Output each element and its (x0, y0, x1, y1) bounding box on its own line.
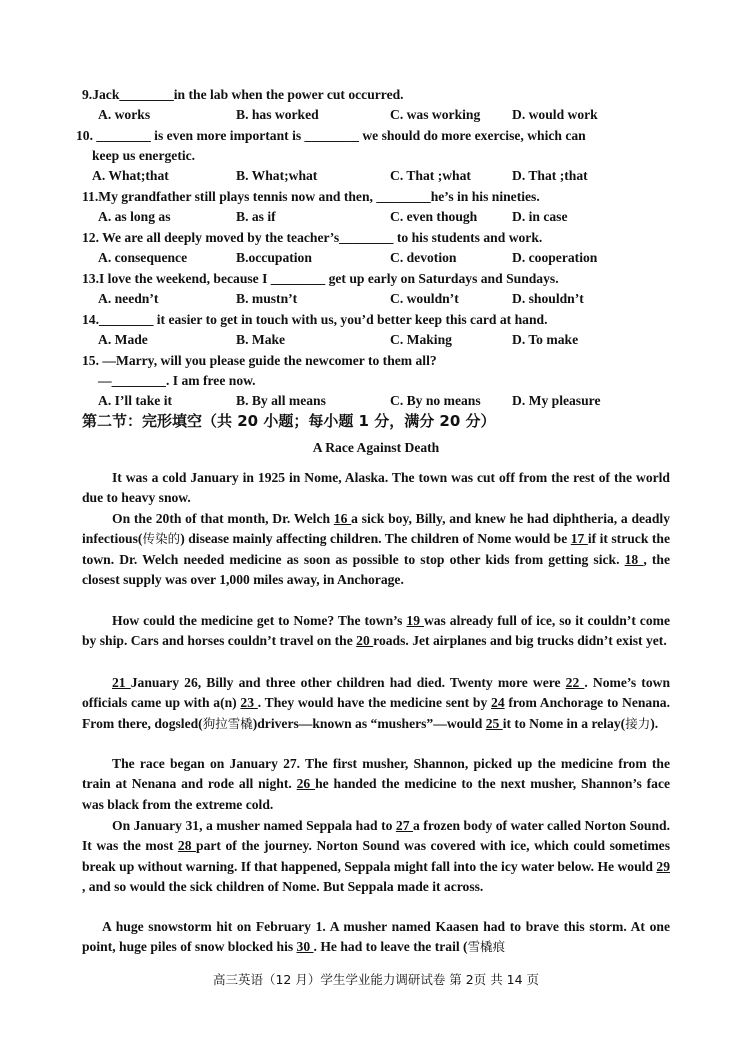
chinese-gloss: 狗拉雪橇 (202, 715, 253, 731)
option-a: A. needn’t (98, 291, 159, 306)
paragraph-text: . Nome’s town officials came up with a(n) (82, 675, 670, 711)
chinese-gloss: 传染的 (142, 531, 181, 547)
paragraph-text: a frozen body of water called Norton Sound. It was the most (82, 818, 670, 854)
blank-23: 23 (240, 695, 258, 711)
blank-27: 27 (395, 818, 414, 833)
paragraph-text: The race began on January 27. The first musher, Shannon, picked up the medicine from the train at Nenana and rode all night. (82, 756, 670, 792)
option-d: D. cooperation (512, 250, 598, 265)
option-c: C. even though (390, 209, 478, 224)
option-c: C. wouldn’t (390, 291, 459, 306)
chinese-gloss: 接力 (625, 715, 651, 731)
option-a: A. as long as (98, 209, 171, 224)
paragraph-text: from Anchorage to Nenana. From there, dogsled( (82, 695, 670, 731)
option-b: B.occupation (236, 250, 312, 265)
question-stem: 11.My grandfather still plays tennis now and then, ________he’s in his nineties. (82, 189, 540, 204)
blank-17: 17 (570, 531, 588, 547)
option-d: D. My pleasure (512, 393, 601, 408)
question-stem: 13.I love the weekend, because I ________ get up early on Saturdays and Sundays. (82, 271, 559, 286)
option-c: C. By no means (390, 393, 481, 408)
question-stem: 10. ________ is even more important is ________ we should do more exercise, which can (76, 128, 586, 143)
paragraph-7 (82, 917, 670, 958)
option-b: B. has worked (236, 107, 319, 122)
paragraph-text: . He had to leave the trail ( (313, 939, 468, 955)
blank-29: 29 (656, 858, 670, 874)
blank-21: 21 (112, 675, 131, 690)
paragraph-4 (82, 673, 670, 734)
paragraph-text: it to Nome in a relay( (502, 715, 626, 731)
blank-24: 24 (491, 695, 505, 711)
paragraph-text: It was a cold January in 1925 in Nome, Alaska. The town was cut off from the rest of the world due to heavy snow. (82, 470, 670, 506)
paragraph-text: was already full of ice, so it couldn’t come by ship. Cars and horses couldn’t travel on the (82, 613, 670, 649)
paragraph-text: On January 31, a musher named Seppala had to (112, 818, 396, 833)
page-footer: 高三英语（12 月）学生学业能力调研试卷 第 2页 共 14 页 (212, 972, 540, 987)
blank-26: 26 (296, 776, 316, 792)
blank-25: 25 (485, 715, 503, 731)
option-b: B. Make (236, 332, 286, 347)
option-c: C. That ;what (390, 168, 471, 183)
question-stem: 15. —Marry, will you please guide the newcomer to them all? (82, 353, 437, 368)
option-a: A. What;that (92, 168, 169, 183)
paragraph-5 (82, 754, 670, 815)
option-c: C. was working (390, 107, 481, 122)
question-stem: 14.________ it easier to get in touch with us, you’d better keep this card at hand. (82, 312, 548, 327)
paragraph-text: How could the medicine get to Nome? The town’s (112, 613, 407, 628)
option-b: B. What;what (236, 168, 318, 183)
paragraph-6 (82, 816, 670, 898)
option-d: D. That ;that (512, 168, 588, 183)
question-stem-continued: keep us energetic. (92, 148, 196, 163)
option-d: D. would work (512, 107, 598, 122)
option-c: C. Making (390, 332, 452, 347)
paragraph-text: On the 20th of that month, Dr. Welch (112, 511, 334, 526)
paragraph-text: roads. Jet airplanes and big trucks didn’t exist yet. (373, 633, 667, 649)
paragraph-text: a sick boy, Billy, and knew he had diphtheria, a deadly infectious( (82, 511, 670, 547)
paragraph-3 (82, 611, 670, 652)
paragraph-2 (82, 509, 670, 591)
paragraph-text: part of the journey. Norton Sound was covered with ice, which could sometimes break up without warning. If that happened, Seppala might fall into the icy water below. He would (82, 838, 670, 874)
option-d: D. in case (512, 209, 568, 224)
paragraph-text: he handed the medicine to the next musher, Shannon’s face was black from the extreme cold. (82, 776, 671, 812)
paragraph-text: A huge snowstorm hit on February 1. A musher named Kaasen had to brave this storm. At one point, huge piles of snow blocked his (82, 919, 670, 955)
paragraph-text: ). (650, 715, 659, 731)
option-d: D. shouldn’t (512, 291, 584, 306)
option-a: A. consequence (98, 250, 188, 265)
section-title: 第二节：完形填空（共 20 小题；每小题 1 分，满分 20 分） (82, 412, 496, 430)
option-d: D. To make (512, 332, 579, 347)
paragraph-1 (82, 468, 670, 509)
blank-16: 16 (333, 511, 352, 526)
paragraph-text: , and so would the sick children of Nome. But Seppala made it across. (82, 879, 484, 895)
question-stem-continued: —________. I am free now. (98, 373, 256, 388)
paragraph-text: January 26, Billy and three other children had died. Twenty more were (130, 675, 566, 690)
blank-30: 30 (296, 939, 314, 955)
blank-20: 20 (356, 633, 374, 649)
option-a: A. works (98, 107, 151, 122)
passage-title: A Race Against Death (312, 440, 440, 455)
paragraph-text: , the closest supply was over 1,000 miles away, in Anchorage. (82, 551, 671, 588)
blank-19: 19 (406, 613, 424, 628)
option-a: A. I’ll take it (98, 393, 173, 408)
question-stem: 12. We are all deeply moved by the teacher’s________ to his students and work. (82, 230, 543, 245)
option-b: B. By all means (236, 393, 326, 408)
option-c: C. devotion (390, 250, 457, 265)
blank-18: 18 (624, 551, 644, 567)
blank-28: 28 (177, 838, 197, 854)
chinese-gloss: 雪橇痕 (467, 939, 506, 955)
option-b: B. as if (236, 209, 276, 224)
paragraph-text: )drivers—known as “mushers”—would (252, 715, 486, 731)
blank-22: 22 (565, 675, 585, 690)
paragraph-text: ) disease mainly affecting children. The children of Nome would be (180, 531, 571, 547)
option-b: B. mustn’t (236, 291, 298, 306)
option-a: A. Made (98, 332, 148, 347)
paragraph-text: if it struck the town. Dr. Welch needed medicine as soon as possible to stop other kids from getting sick. (82, 531, 670, 567)
paragraph-text: . They would have the medicine sent by (257, 695, 492, 711)
question-stem: 9.Jack________in the lab when the power cut occurred. (82, 87, 404, 102)
